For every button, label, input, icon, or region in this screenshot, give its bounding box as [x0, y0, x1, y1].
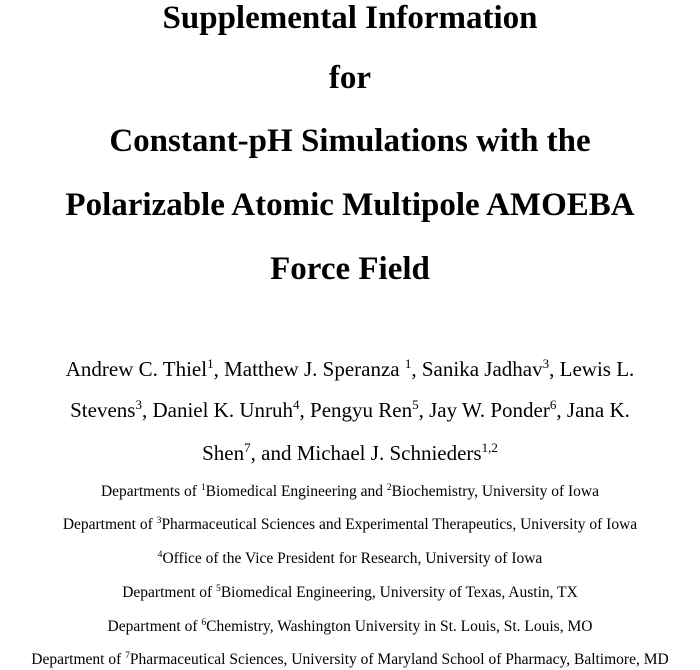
affil-text: Biomedical Engineering and: [205, 483, 387, 500]
affil-sup: 5: [216, 583, 221, 595]
author-text: , Jana K.: [556, 398, 630, 422]
author-line-2: [0, 396, 700, 422]
author-text: , and Michael J. Schnieders: [250, 441, 482, 465]
affiliation-5: [0, 619, 700, 635]
affil-text: Chemistry, Washington University in St. Louis, St. Louis, MO: [206, 618, 593, 635]
affil-text: Pharmaceutical Sciences, University of Maryland School of Pharmacy, Baltimore, MD: [129, 651, 669, 668]
author-line-3: [0, 439, 700, 465]
title-line-1: Supplemental Information: [162, 0, 538, 36]
author-sup: 1: [207, 355, 214, 371]
affil-sup: 7: [125, 650, 130, 662]
author-text: Stevens: [70, 398, 136, 422]
affil-text: Office of the Vice President for Research, University of Iowa: [162, 550, 543, 567]
author-sup: 3: [135, 396, 142, 412]
affiliation-2: [0, 517, 700, 533]
affil-text: Biomedical Engineering, University of Texas, Austin, TX: [220, 584, 578, 601]
author-sup: 5: [412, 396, 419, 412]
affiliation-3: [0, 551, 700, 567]
author-text: , Pengyu Ren: [299, 398, 413, 422]
author-sup: 6: [549, 396, 557, 412]
affiliation-6: [0, 652, 700, 668]
affil-text: Department of: [31, 651, 126, 668]
affil-text: Department of: [107, 618, 202, 635]
author-text: , Lewis L.: [549, 357, 635, 381]
author-text: , Jay W. Ponder: [418, 398, 550, 422]
affil-sup: 2: [386, 482, 392, 494]
affil-text: Biochemistry, University of Iowa: [391, 483, 599, 500]
author-text: Shen: [202, 441, 245, 465]
affil-text: Department of: [122, 584, 217, 601]
affil-text: Departments of: [100, 483, 201, 500]
author-sup: 7: [244, 439, 251, 455]
author-line-1: [0, 355, 700, 381]
author-sup: 3: [542, 355, 550, 371]
title-line-4: Polarizable Atomic Multipole AMOEBA: [65, 187, 635, 223]
affiliation-4: [0, 585, 700, 601]
title-line-3: Constant-pH Simulations with the: [109, 123, 591, 159]
author-sup: 1,2: [481, 439, 498, 455]
affil-sup: 4: [157, 549, 163, 561]
affiliation-1: [0, 484, 700, 500]
affil-text: Pharmaceutical Sciences and Experimental Therapeutics, University of Iowa: [161, 516, 638, 533]
affil-sup: 1: [200, 482, 206, 494]
author-text: , Matthew J. Speranza: [213, 357, 405, 381]
title-line-2: for: [328, 60, 372, 96]
author-text: , Daniel K. Unruh: [141, 398, 294, 422]
author-sup: 1: [404, 355, 412, 371]
affil-sup: 6: [201, 617, 207, 629]
author-text: Andrew C. Thiel: [65, 357, 208, 381]
affil-text: Department of: [62, 516, 157, 533]
author-sup: 4: [293, 396, 300, 412]
author-text: , Sanika Jadhav: [411, 357, 543, 381]
title-line-5: Force Field: [270, 251, 430, 287]
affil-sup: 3: [156, 515, 162, 527]
